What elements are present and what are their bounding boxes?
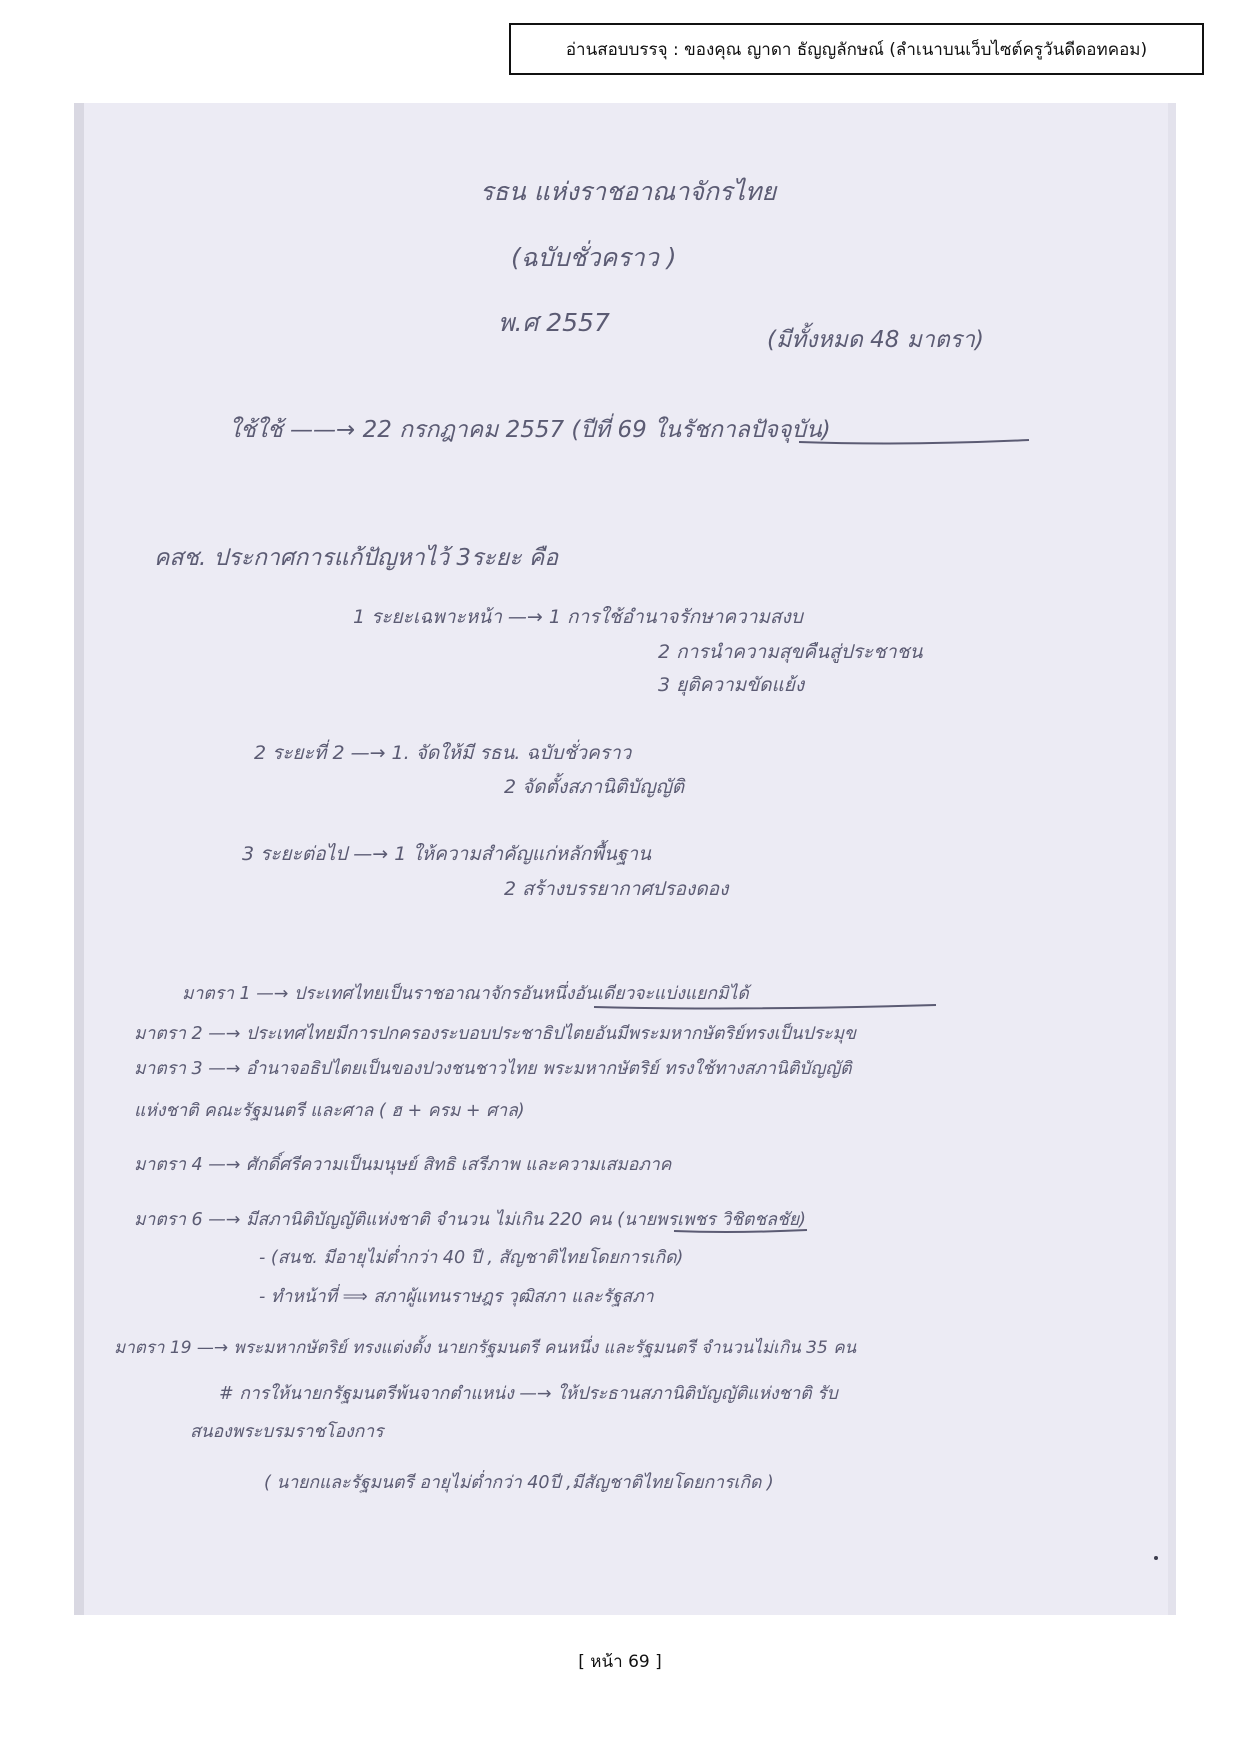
- hw-line: ใช้ใช้ ——→ 22 กรกฎาคม 2557 (ปีที่ 69 ในรัชกาลปัจจุบัน): [229, 417, 831, 443]
- hw-line: 2 การนำความสุขคืนสู่ประชาชน: [658, 641, 923, 663]
- hw-line: (ฉบับชั่วคราว ): [511, 243, 677, 272]
- hw-line: 3 ระยะต่อไป —→ 1 ให้ความสำคัญแก่หลักพื้นฐาน: [242, 843, 651, 865]
- hw-line: - (สนช. มีอายุไม่ต่ำกว่า 40 ปี , สัญชาติไทยโดยการเกิด): [259, 1248, 684, 1268]
- hw-line: 2 ระยะที่ 2 —→ 1. จัดให้มี รธน. ฉบับชั่วคราว: [254, 742, 632, 764]
- hw-line: แห่งชาติ คณะรัฐมนตรี และศาล ( ฮ + ครม + ศาล): [134, 1101, 525, 1121]
- handwriting-canvas: [74, 103, 1176, 1615]
- hw-line: (มีทั้งหมด 48 มาตรา): [767, 327, 984, 353]
- hw-line: 1 ระยะเฉพาะหน้า —→ 1 การใช้อำนาจรักษาความสงบ: [353, 606, 803, 628]
- hw-line: มาตรา 1 —→ ประเทศไทยเป็นราชอาณาจักรอันหนึ่งอันเดียวจะแบ่งแยกมิได้: [182, 984, 749, 1004]
- hw-line: 3 ยุติความขัดแย้ง: [658, 674, 805, 696]
- hw-line: ( นายกและรัฐมนตรี อายุไม่ต่ำกว่า 40ปี ,มีสัญชาติไทยโดยการเกิด ): [264, 1473, 774, 1493]
- hw-line: สนองพระบรมราชโองการ: [190, 1422, 384, 1442]
- hw-line: มาตรา 2 —→ ประเทศไทยมีการปกครองระบอบประชาธิปไตยอันมีพระมหากษัตริย์ทรงเป็นประมุข: [134, 1024, 856, 1044]
- hw-line: - ทำหน้าที่ ⟹ สภาผู้แทนราษฎร วุฒิสภา และรัฐสภา: [259, 1287, 654, 1307]
- page-number: [ หน้า 69 ]: [578, 1652, 662, 1672]
- hw-line: 2 จัดตั้งสภานิติบัญญัติ: [504, 776, 685, 798]
- header-banner: [509, 23, 1204, 75]
- header-text: อ่านสอบบรรจุ : ของคุณ ญาดา ธัญญลักษณ์ (ลำเนาบนเว็บไซต์ครูวันดีดอทคอม): [565, 39, 1148, 60]
- scan-speck: [1154, 1556, 1158, 1560]
- hw-line: # การให้นายกรัฐมนตรีพ้นจากตำแหน่ง —→ ให้ประธานสภานิติบัญญัติแห่งชาติ รับ: [219, 1384, 838, 1404]
- hw-line: พ.ศ 2557: [498, 308, 610, 337]
- hw-line: มาตรา 19 —→ พระมหากษัตริย์ ทรงแต่งตั้ง นายกรัฐมนตรี คนหนึ่ง และรัฐมนตรี จำนวนไม่เกิน 35 คน: [114, 1338, 857, 1358]
- hw-line: มาตรา 4 —→ ศักดิ์ศรีความเป็นมนุษย์ สิทธิ เสรีภาพ และความเสมอภาค: [134, 1155, 672, 1175]
- hw-line: มาตรา 6 —→ มีสภานิติบัญญัติแห่งชาติ จำนวน ไม่เกิน 220 คน (นายพรเพชร วิชิตชลชัย): [134, 1210, 806, 1230]
- scanned-handwritten-page: [74, 103, 1176, 1615]
- hw-line: 2 สร้างบรรยากาศปรองดอง: [504, 878, 729, 900]
- hw-line: รธน แห่งราชอาณาจักรไทย: [480, 177, 777, 206]
- hw-line: มาตรา 3 —→ อำนาจอธิปไตยเป็นของปวงชนชาวไทย พระมหากษัตริย์ ทรงใช้ทางสภานิติบัญญัติ: [134, 1059, 852, 1079]
- hw-line: คสช. ประกาศการแก้ปัญหาไว้ 3ระยะ คือ: [154, 545, 559, 571]
